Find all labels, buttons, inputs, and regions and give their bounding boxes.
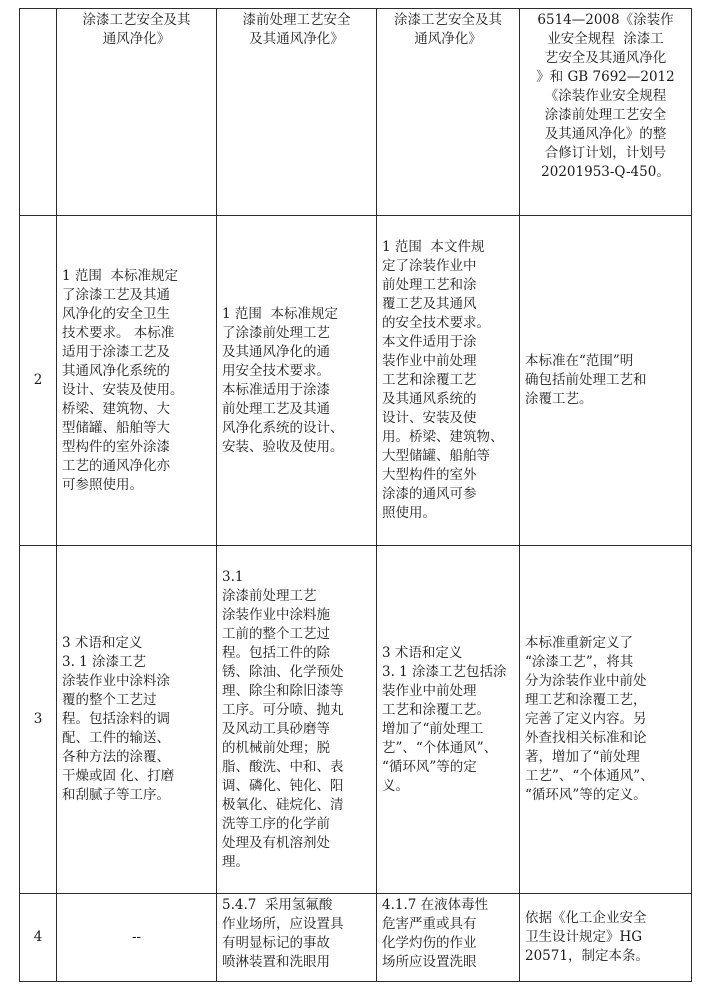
row-number-cell: 3 (20, 546, 57, 894)
row-number-cell: 2 (20, 216, 57, 546)
table-row (20, 9, 692, 216)
revision-note-cell: 6514—2008《涂装作 业安全规程 涂漆工 艺安全及其通风净化 》和 GB 7692—2012 《涂装作业安全规程 涂漆前处理工艺安全 及其通风净化》的整 合修订计划，计划号 20201953-Q-450。 (520, 9, 692, 216)
revision-note-cell: 依据《化工企业安全 卫生设计规定》HG 20571，制定本条。 (520, 894, 692, 982)
old-standard-1-cell: 涂漆工艺安全及其 通风净化》 (57, 9, 217, 216)
row-number-cell: 4 (20, 894, 57, 982)
row-number-cell (20, 9, 57, 216)
new-standard-cell: 3 术语和定义 3. 1 涂漆工艺包括涂 装作业中前处理 工艺和涂覆工艺。 增加了“前处理工 艺”、“个体通风”、 “循环风”等的定 义。 (377, 546, 520, 894)
new-standard-cell: 涂漆工艺安全及其 通风净化》 (377, 9, 520, 216)
old-standard-2-cell: 3.1 涂漆前处理工艺 涂装作业中涂料施 工前的整个工艺过 程。包括工件的除 锈、除油、化学预处 理、除尘和除旧漆等 工序。可分喷、抛丸 及风动工具砂磨等 的机械前处理；脱 脂、酸洗、中和、表 调、磷化、钝化、阳 极氧化、硅烷化、清 洗等工序的化学前 处理及有机溶剂处 理。 (217, 546, 377, 894)
new-standard-cell: 1 范围 本文件规 定了涂装作业中 前处理工艺和涂 覆工艺及其通风 的安全技术要求。 本文件适用于涂 装作业中前处理 工艺和涂覆工艺 及其通风系统的 设计、安装及使 用。桥梁、建筑物、 大型储罐、船舶等 大型构件的室外 涂漆的通风可参 照使用。 (377, 216, 520, 546)
old-standard-1-cell: 3 术语和定义 3. 1 涂漆工艺 涂装作业中涂料涂 覆的整个工艺过 程。包括涂料的调 配、工件的输送、 各种方法的涂覆、 干燥或固 化、打磨 和刮腻子等工序。 (57, 546, 217, 894)
table-row (20, 546, 692, 894)
table-row (20, 216, 692, 546)
old-standard-1-cell: -- (57, 894, 217, 982)
table-row (20, 894, 692, 982)
comparison-table (19, 8, 692, 982)
revision-note-cell: 本标准在“范围”明 确包括前处理工艺和 涂覆工艺。 (520, 216, 692, 546)
old-standard-2-cell: 漆前处理工艺安全 及其通风净化》 (217, 9, 377, 216)
old-standard-1-cell: 1 范围 本标准规定 了涂漆工艺及其通 风净化的安全卫生 技术要求。 本标准 适用于涂漆工艺及 其通风净化系统的 设计、安装及使用。 桥梁、建筑物、大 型储罐、船舶等大 型构件的室外涂漆 工艺的通风净化亦 可参照使用。 (57, 216, 217, 546)
revision-note-cell: 本标准重新定义了 “涂漆工艺”，将其 分为涂装作业中前处 理工艺和涂覆工艺， 完善了定义内容。另 外查找相关标准和论 著，增加了“前处理 工艺”、“个体通风”、 “循环风”等的定义。 (520, 546, 692, 894)
new-standard-cell: 4.1.7 在液体毒性 危害严重或具有 化学灼伤的作业 场所应设置洗眼 (377, 894, 520, 982)
old-standard-2-cell: 5.4.7 采用氢氟酸 作业场所，应设置具 有明显标记的事故 喷淋装置和洗眼用 (217, 894, 377, 982)
old-standard-2-cell: 1 范围 本标准规定 了涂漆前处理工艺 及其通风净化的通 用安全技术要求。 本标准适用于涂漆 前处理工艺及其通 风净化系统的设计、 安装、验收及使用。 (217, 216, 377, 546)
